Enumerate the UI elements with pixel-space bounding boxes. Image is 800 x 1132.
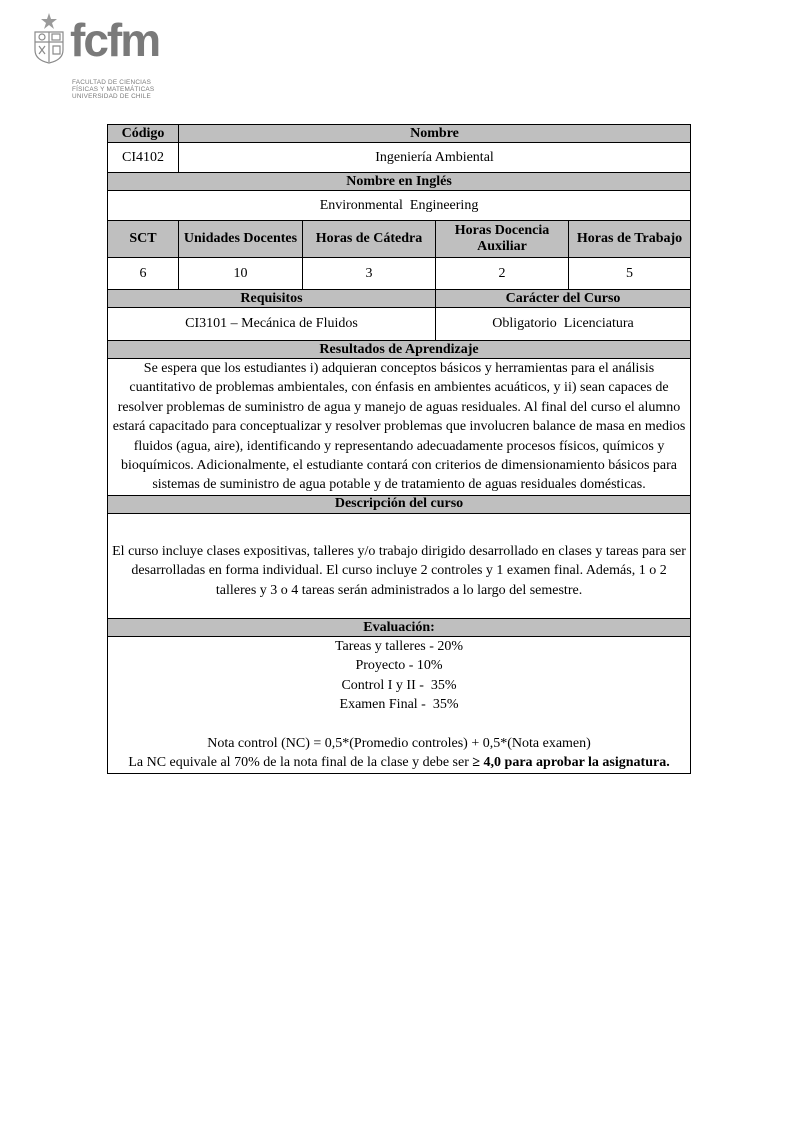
horas-auxiliar-header: Horas Docencia Auxiliar	[436, 221, 569, 258]
logo-wordmark: fcfm	[70, 14, 160, 66]
caracter-header: Carácter del Curso	[436, 290, 691, 308]
horas-trabajo-header: Horas de Trabajo	[569, 221, 691, 258]
resultados-text: Se espera que los estudiantes i) adquieran conceptos básicos y herramientas para el análisis cuantitativo de problemas ambientales, con énfasis en ambientes acuáticos, y ii) sean capaces de resolver problemas de suministro de agua y manejo de aguas residuales. Al final del curso el alumno estará capacitado para conceptualizar y resolver problemas que involucren balance de masa en medios fluidos (agua, aire), identificando y representando adecuadamente procesos físicos, químicos y bioquímicos. Adicionalmente, el estudiante contará con criterios de dimensionamiento básicos para sistemas de suministro de agua potable y de tratamiento de aguas residuales domésticas.	[108, 359, 691, 496]
requisitos-value: CI3101 – Mecánica de Fluidos	[108, 308, 436, 341]
descripcion-header: Descripción del curso	[108, 495, 691, 513]
university-crest-icon	[32, 12, 66, 64]
evaluacion-item: Control I y II - 35%	[341, 677, 457, 693]
evaluacion-cell	[108, 637, 691, 773]
evaluacion-item: Tareas y talleres - 20%	[334, 639, 464, 655]
nc-requirement-text: La NC equivale al 70% de la nota final de la clase y debe ser	[128, 755, 473, 771]
evaluacion-item: Examen Final - 35%	[339, 697, 459, 713]
nc-requirement	[112, 753, 686, 772]
caracter-value: Obligatorio Licenciatura	[436, 308, 691, 341]
fcfm-logo	[28, 10, 178, 102]
evaluacion-item: Proyecto - 10%	[355, 658, 443, 674]
requisitos-header: Requisitos	[108, 290, 436, 308]
course-table	[107, 124, 691, 774]
sct-value: 6	[108, 258, 179, 290]
descripcion-cell	[108, 513, 691, 618]
logo-subtitle: FACULTAD DE CIENCIAS FÍSICAS Y MATEMÁTICAS UNIVERSIDAD DE CHILE	[72, 79, 155, 100]
course-code: CI4102	[108, 143, 179, 173]
resultados-header: Resultados de Aprendizaje	[108, 341, 691, 359]
unidades-docentes-header: Unidades Docentes	[179, 221, 303, 258]
spacer	[112, 715, 686, 734]
descripcion-text: El curso incluye clases expositivas, talleres y/o trabajo dirigido desarrollado en clases y tareas para ser desarrolladas en forma individual. El curso incluye 2 controles y 1 examen final. Además, 1 o 2 talleres y 3 o 4 tareas serán administrados a lo largo del semestre.	[112, 543, 686, 598]
nc-threshold: ≥ 4,0 para aprobar la asignatura.	[472, 755, 670, 771]
horas-trabajo-value: 5	[569, 258, 691, 290]
horas-auxiliar-value: 2	[436, 258, 569, 290]
horas-catedra-header: Horas de Cátedra	[303, 221, 436, 258]
nota-control-formula: Nota control (NC) = 0,5*(Promedio controles) + 0,5*(Nota examen)	[207, 735, 591, 751]
nombre-ingles-header: Nombre en Inglés	[108, 173, 691, 191]
sct-header: SCT	[108, 221, 179, 258]
course-name: Ingeniería Ambiental	[179, 143, 691, 173]
nombre-header: Nombre	[179, 125, 691, 143]
codigo-header: Código	[108, 125, 179, 143]
evaluacion-header: Evaluación:	[108, 619, 691, 637]
horas-catedra-value: 3	[303, 258, 436, 290]
course-name-english: Environmental Engineering	[108, 191, 691, 221]
unidades-docentes-value: 10	[179, 258, 303, 290]
